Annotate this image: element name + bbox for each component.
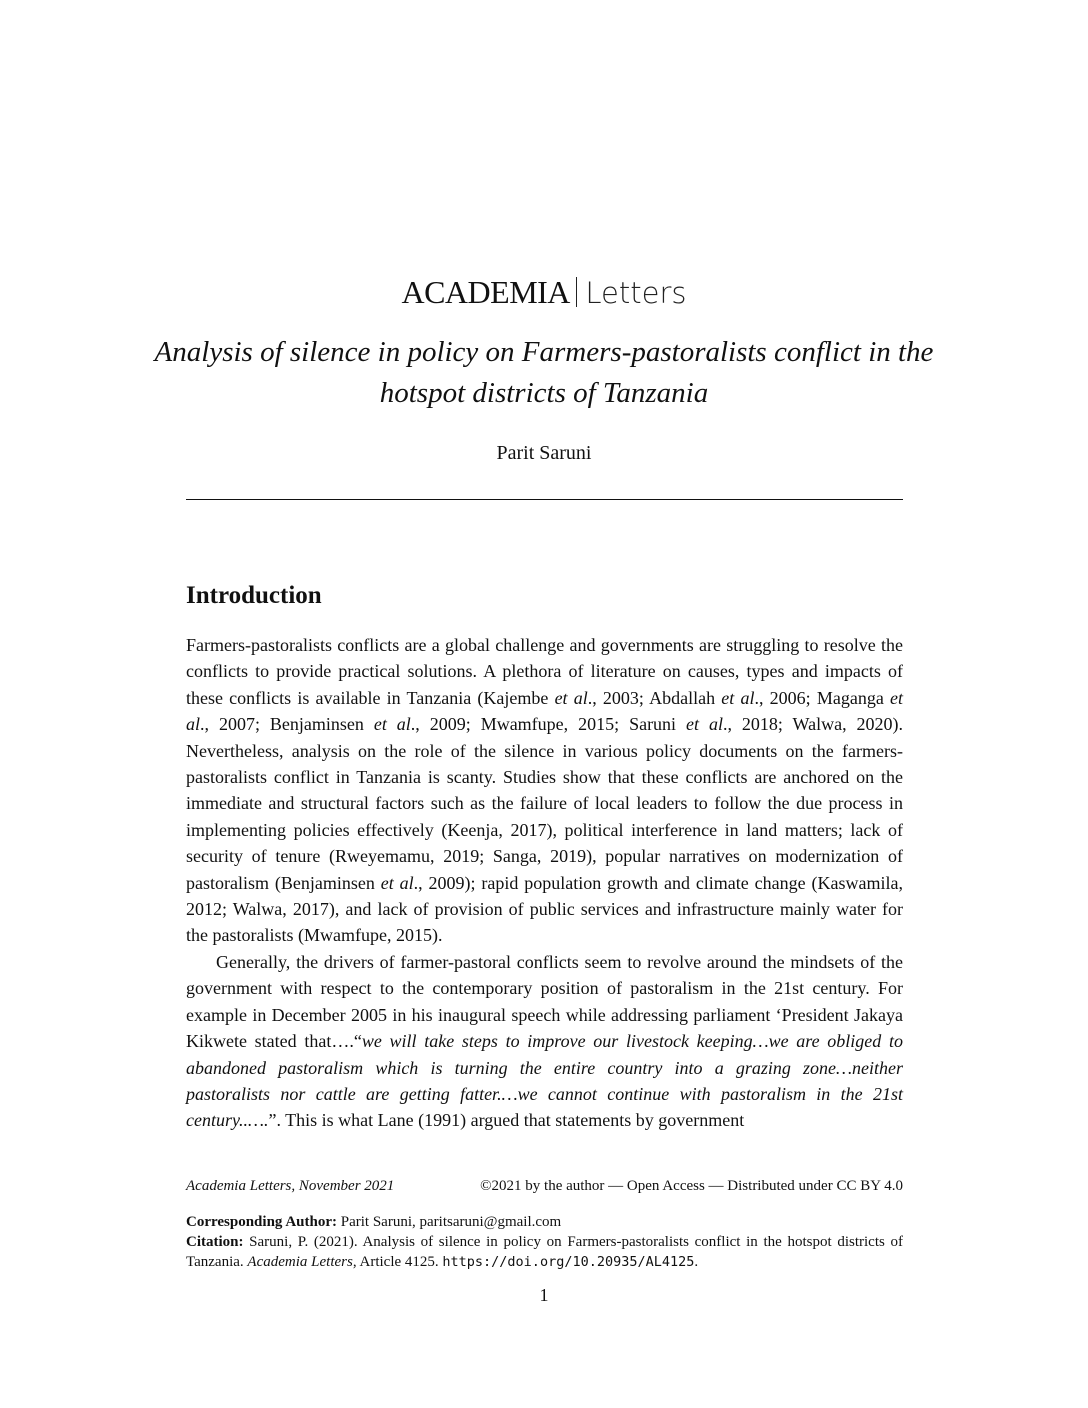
paper-title: Analysis of silence in policy on Farmers-pastoralists conflict in the hotspot districts of Tanzania [154, 336, 934, 409]
text-run: Farmers-pastoralists conflicts are a global challenge and governments are struggling to resolve the conflicts to provide practical solutions. A plethora of literature on causes, types and impacts of these conflicts is available in Tanzania (Kajembe [186, 635, 903, 708]
text-run: ., 2018; Walwa, 2020). Nevertheless, analysis on the role of the silence in various policy documents on the farmers-pastoralists conflict in Tanzania is scanty. Studies show that these conflicts are anchored on the immediate and structural factors such as the failure of local leaders to follow the due process in implementing policies effectively (Keenja, 2017), political interference in land matters; lack of security of tenure (Rweyemamu, 2019; Sanga, 2019), popular narratives on modernization of pastoralism (Benjaminsen [186, 714, 904, 893]
header-divider [186, 499, 903, 500]
italic-run: et al [686, 714, 723, 735]
quote-italic: we will take steps to improve our livestock keeping…we are obliged to abandoned pastoralism which is turning the entire country into a grazing zone…neither pastoralists nor cattle are getting fatter.…we cannot continue with pastoralism in the 21st century..…. [186, 1031, 903, 1131]
license-text: ©2021 by the author — Open Access — Distributed under CC BY 4.0 [480, 1178, 903, 1194]
citation-text: Saruni, P. (2021). Analysis of silence in policy on Farmers-pastoralists conflict in the hotspot districts of Tanzania. [186, 1234, 903, 1270]
page-number: 1 [539, 1285, 549, 1305]
corr-value: Parit Saruni, paritsaruni@gmail.com [337, 1214, 562, 1230]
paper-author: Parit Saruni [496, 442, 592, 464]
section-heading: Introduction [186, 582, 322, 609]
logo-separator [576, 277, 578, 307]
text-run: ., 2009; Mwamfupe, 2015; Saruni [410, 714, 687, 735]
logo-brand: ACADEMIA [401, 274, 570, 310]
text-run: ., 2006; Maganga [754, 687, 891, 708]
corresponding-author [186, 1212, 903, 1232]
paragraph-1 [186, 632, 903, 949]
corr-label: Corresponding Author: [186, 1214, 337, 1230]
footer-meta [186, 1176, 903, 1196]
italic-run: et al [380, 872, 414, 893]
citation-label: Citation: [186, 1234, 244, 1250]
text-run: ., 2007; Benjaminsen [200, 714, 374, 735]
text-run: ”. This is what Lane (1991) argued that statements by government [268, 1110, 745, 1131]
academia-letters-logo [0, 272, 1088, 313]
corresponding-block [186, 1212, 903, 1272]
doi-link[interactable]: https://doi.org/10.20935/AL4125 [442, 1254, 695, 1270]
logo-section: Letters [585, 276, 687, 310]
citation [186, 1232, 903, 1272]
text-run: Generally, the drivers of farmer-pastoral conflicts seem to revolve around the mindsets of the government with respect to the contemporary position of pastoralism in the 21st century. For example in December 2005 in his inaugural speech while addressing parliament ‘President Jakaya Kikwete stated that….“ [186, 951, 903, 1052]
paragraph-2 [186, 949, 903, 1134]
citation-end: . [694, 1254, 699, 1270]
italic-run: et al [721, 687, 755, 708]
citation-article: , Article 4125. [352, 1254, 443, 1270]
body-text [186, 632, 903, 1134]
italic-run: et al [186, 687, 904, 735]
italic-run: et al [373, 714, 411, 735]
journal-date: Academia Letters, November 2021 [186, 1178, 395, 1194]
citation-journal: Academia Letters [247, 1254, 353, 1270]
italic-run: et al [554, 687, 588, 708]
text-run: ., 2009); rapid population growth and climate change (Kaswamila, 2012; Walwa, 2017), and lack of provision of public services and infrastructure mainly water for the pastoralists (Mwamfupe, 2015). [186, 872, 903, 946]
text-run: ., 2003; Abdallah [587, 687, 722, 708]
